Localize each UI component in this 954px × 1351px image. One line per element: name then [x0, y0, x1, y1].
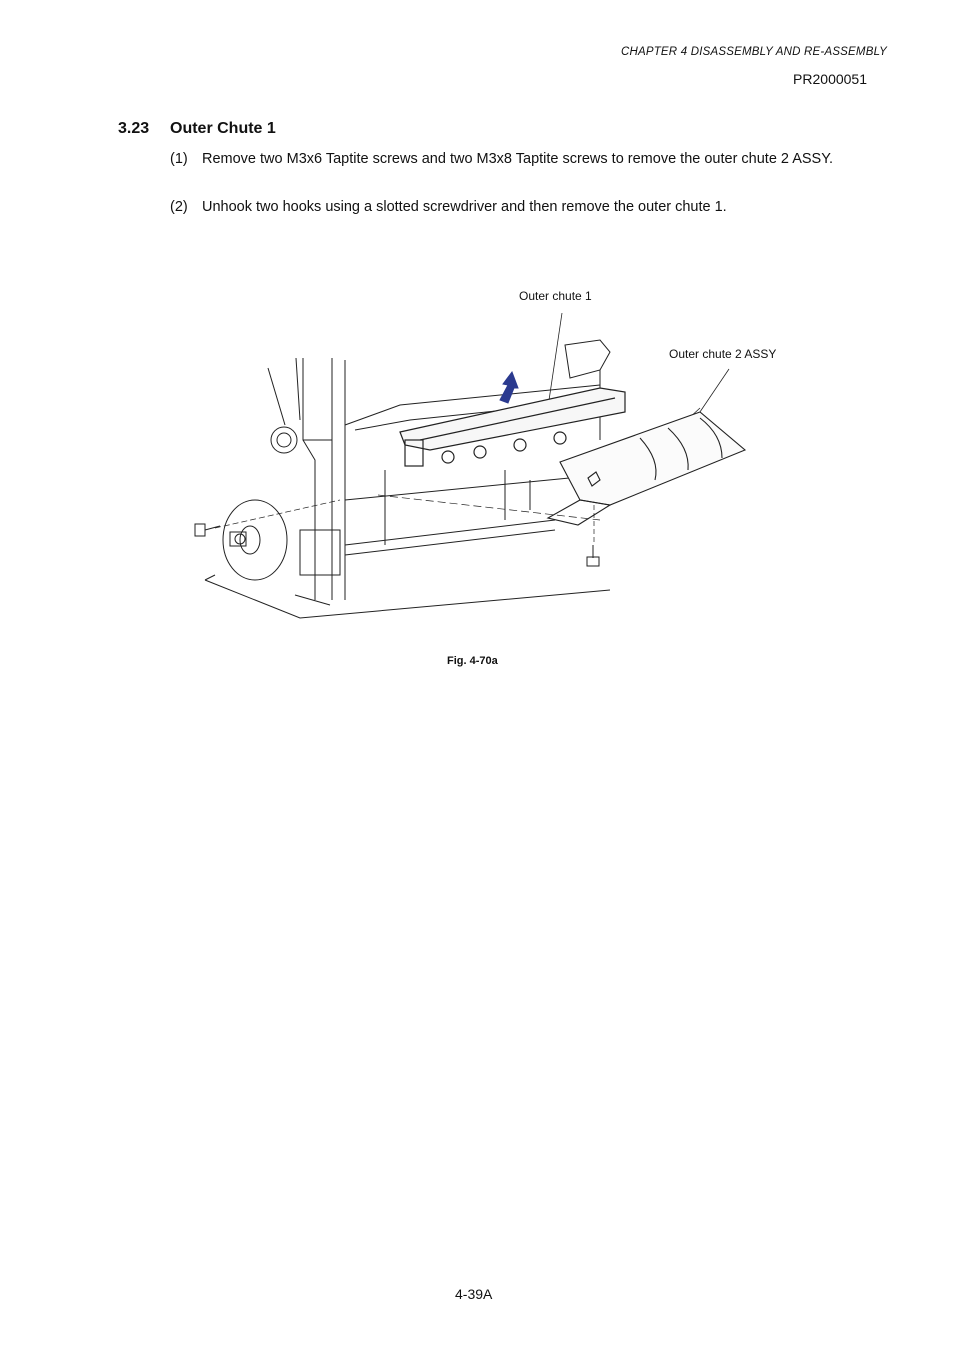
figure-caption: Fig. 4-70a — [447, 655, 498, 667]
main-chassis — [345, 340, 610, 545]
gear-wheel — [223, 500, 287, 580]
step-text: Remove two M3x6 Taptite screws and two M3x8 Taptite screws to remove the outer chute 2 ASSY. — [202, 151, 834, 167]
step-text: Unhook two hooks using a slotted screwdriver and then remove the outer chute 1. — [202, 199, 727, 215]
section-title: Outer Chute 1 — [170, 120, 276, 137]
page-number: 4-39A — [455, 1286, 493, 1302]
document-number: PR2000051 — [793, 71, 867, 87]
outer-chute-2-assy-part — [548, 412, 745, 525]
base-plate — [205, 520, 610, 618]
callout-outer-chute-1: Outer chute 1 — [519, 289, 592, 303]
leader-line-outer-chute-1 — [548, 313, 562, 407]
left-frame — [268, 358, 345, 600]
section-number: 3.23 — [118, 120, 150, 137]
lift-arrow-icon — [500, 372, 518, 403]
step-1 — [170, 150, 860, 169]
chapter-header: CHAPTER 4 DISASSEMBLY AND RE-ASSEMBLY — [620, 46, 887, 58]
step-2 — [170, 198, 860, 217]
screw-left-icon — [195, 500, 340, 536]
step-number: (2) — [170, 199, 188, 215]
disassembly-illustration — [190, 280, 800, 625]
step-number: (1) — [170, 151, 188, 167]
callout-outer-chute-2-assy: Outer chute 2 ASSY — [669, 347, 777, 361]
screw-bottom-icon — [587, 505, 599, 566]
section-heading — [118, 120, 276, 138]
